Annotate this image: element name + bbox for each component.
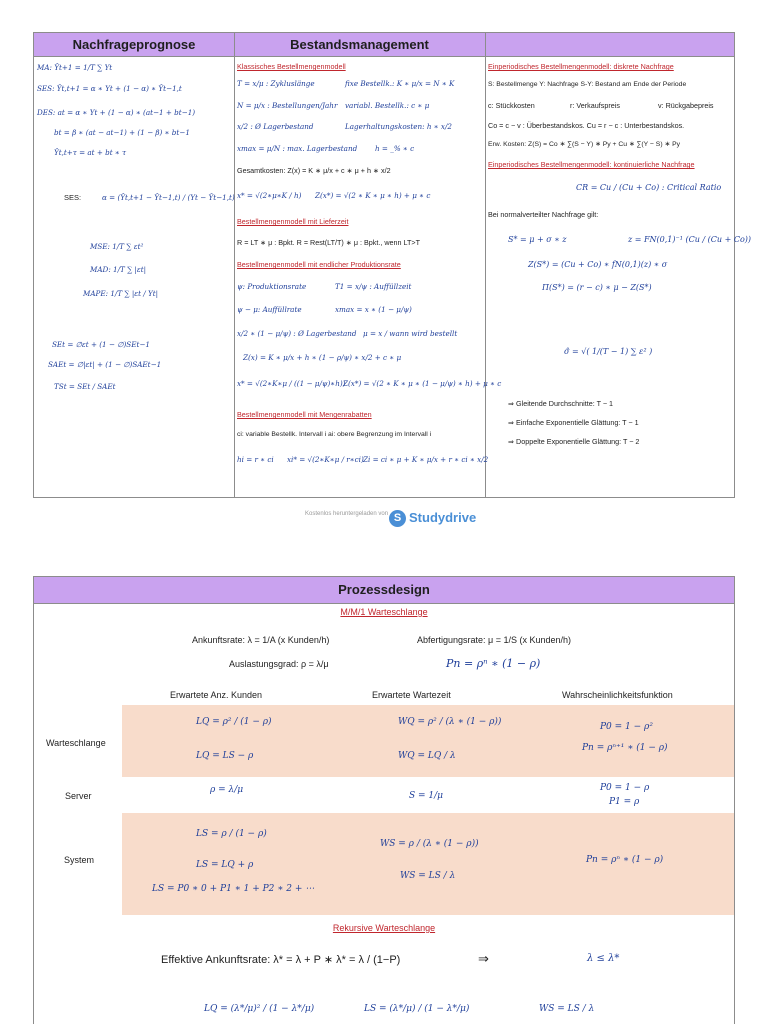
column-head-wartezeit: Erwartete Wartezeit: [372, 690, 451, 700]
formula-effektive-ankunftsrate: Effektive Ankunftsrate: λ* = λ + P ∗ λ* = λ / (1−P): [161, 954, 401, 966]
section-diskret: Einperiodisches Bestellmengenmodell: diskrete Nachfrage: [488, 62, 674, 71]
watermark-brand: Studydrive: [409, 510, 477, 525]
section-klassisch: Klassisches Bestellmengenmodell: [237, 62, 346, 71]
formula-lagerbestand-endlich: x/2 ∗ (1 − μ/ψ) : Ø Lagerbestand: [237, 329, 357, 338]
studydrive-logo-icon: S: [389, 510, 406, 527]
row-label-server: Server: [65, 791, 92, 801]
text-normalverteilt: Bei normalverteilter Nachfrage gilt:: [488, 210, 599, 219]
formula-ma: MA: Ŷt+1 = 1/T ∑ Yt: [37, 63, 113, 72]
formula-rho: ρ = λ/μ: [210, 785, 244, 795]
column-einperiodisch: [486, 57, 752, 497]
formula-lagerbestand: x/2 : Ø Lagerbestand: [237, 122, 314, 131]
formula-xmax: xmax = μ/N : max. Lagerbestand: [237, 144, 358, 153]
formula-zi: Zi = ci ∗ μ + K ∗ μ/x + r ∗ ci ∗ x/2: [363, 455, 489, 464]
formula-xmax-endlich: xmax = x ∗ (1 − μ/ψ): [335, 305, 412, 314]
formula-hi: hi = r ∗ ci: [237, 455, 274, 464]
implies-arrow-icon: ⇒: [478, 951, 489, 966]
formula-ws: WS = ρ / (λ ∗ (1 − ρ)): [380, 839, 479, 849]
formula-variable-bestellk: variabl. Bestellk.: c ∗ μ: [345, 101, 430, 110]
formula-h: h = _% ∗ c: [375, 144, 415, 153]
formula-bestellungen: N = μ/x : Bestellungen/Jahr: [237, 101, 338, 110]
formula-auslastungsgrad: Auslastungsgrad: ρ = λ/μ: [229, 659, 329, 669]
watermark-text: Kostenlos heruntergeladen von: [305, 511, 389, 517]
formula-z-x-endlich: Z(x) = K ∗ μ/x + h ∗ (1 − ρ/ψ) ∗ x/2 + c ∗ μ: [243, 353, 402, 362]
header-prozessdesign: Prozessdesign: [34, 577, 734, 604]
formula-mu: μ = x / wann wird bestellt: [363, 329, 458, 338]
formula-ws-rekursiv: WS = LS / λ: [539, 1004, 595, 1014]
column-head-wahrscheinlichkeit: Wahrscheinlichkeitsfunktion: [562, 690, 673, 700]
formula-sigma-hat: σ̂ = √( 1/(T − 1) ∑ ε² ): [564, 347, 653, 356]
formula-z-s-star: Z(S*) = (Cu + Co) ∗ fN(0,1)(z) ∗ σ: [528, 260, 668, 269]
formula-erw-kosten: Erw. Kosten: Z(S) = Co ∗ ∑(S − Y) ∗ Py + Cu ∗ ∑(Y − S) ∗ Py: [488, 141, 681, 148]
formula-gesamtkosten: Gesamtkosten: Z(x) = K ∗ μ/x + c ∗ μ + h ∗ x/2: [237, 166, 391, 175]
formula-pi: Π(S*) = (r − c) ∗ μ − Z(S*): [542, 283, 652, 292]
formula-ankunftsrate: Ankunftsrate: λ = 1/A (x Kunden/h): [192, 635, 330, 645]
formula-mse: MSE: 1/T ∑ εt²: [90, 242, 144, 251]
formula-des-a: DES: at = α ∗ Yt + (1 − α) ∗ (at−1 + bt−1): [37, 108, 196, 117]
text-verkaufspreis: r: Verkaufspreis: [570, 101, 620, 110]
formula-sheet-top: [33, 32, 752, 498]
formula-z: z = FN(0,1)⁻¹ (Cu / (Cu + Co)): [628, 235, 752, 244]
row-label-system: System: [64, 855, 95, 865]
formula-ls-lq: LS = LQ + ρ: [196, 860, 254, 870]
formula-s-star: S* = μ + σ ∗ z: [508, 235, 567, 244]
formula-z-x-star: Z(x*) = √(2 ∗ K ∗ μ ∗ h) + μ ∗ c: [315, 191, 431, 200]
column-nachfrageprognose: [34, 57, 234, 497]
formula-zykluslaenge: T = x/μ : Zykluslänge: [237, 79, 315, 88]
section-mm1: M/M/1 Warteschlange: [340, 607, 428, 617]
formula-ses-alpha: α = (Ŷt,t+1 − Ŷt−1,t) / (Yt − Ŷt−1,t): [102, 193, 235, 202]
row-label-warteschlange: Warteschlange: [46, 738, 106, 748]
formula-critical-ratio: CR = Cu / (Cu + Co) : Critical Ratio: [576, 183, 722, 192]
formula-ls-sum: LS = P0 ∗ 0 + P1 ∗ 1 + P2 ∗ 2 + ⋯: [152, 884, 315, 894]
formula-s: S = 1/μ: [409, 791, 444, 801]
section-lieferzeit: Bestellmengenmodell mit Lieferzeit: [237, 217, 349, 226]
formula-ueberbestandskosten: Co = c − v : Überbestandskos. Cu = r − c : Unterbestandskos.: [488, 121, 685, 130]
ses-alpha-label: SES:: [64, 193, 82, 202]
section-endliche-produktionsrate: Bestellmengenmodell mit endlicher Produktionsrate: [237, 260, 401, 269]
header-empty: [485, 33, 734, 57]
formula-sheet-prozessdesign: [33, 576, 735, 1024]
formula-wq: WQ = ρ² / (λ ∗ (1 − ρ)): [398, 717, 502, 727]
formula-mape: MAPE: 1/T ∑ |εt / Yt|: [83, 289, 159, 298]
formula-x-star-endlich: x* = √(2∗K∗μ / ((1 − μ/ψ)∗h)): [237, 379, 346, 388]
formula-pn: Pn = ρⁿ ∗ (1 − ρ): [446, 657, 541, 670]
formula-xi-star: xi* = √(2∗K∗μ / r∗ci): [287, 455, 364, 464]
formula-x-star: x* = √(2∗μ∗K / h): [237, 191, 302, 200]
formula-ws-ls: WS = LS / λ: [400, 871, 456, 881]
text-stueckkosten: c: Stückkosten: [488, 101, 535, 110]
header-bestandsmanagement: Bestandsmanagement: [234, 33, 485, 57]
section-rekursiv: Rekursive Warteschlange: [332, 923, 436, 933]
formula-ses: SES: Ŷt,t+1 = α ∗ Yt + (1 − α) ∗ Ŷt−1,t: [37, 84, 182, 93]
header-nachfrageprognose: Nachfrageprognose: [34, 33, 234, 57]
formula-mad: MAD: 1/T ∑ |εt|: [90, 265, 147, 274]
formula-condition: λ ≤ λ*: [587, 953, 620, 964]
text-einfache-exponentielle: ⇒ Einfache Exponentielle Glättung: T − 1: [508, 418, 639, 427]
section-kontinuierlich: Einperiodisches Bestellmengenmodell: kontinuierliche Nachfrage: [488, 160, 695, 169]
formula-wq-lq: WQ = LQ / λ: [398, 751, 456, 761]
formula-z-x-star-endlich: Z(x*) = √(2 ∗ K ∗ μ ∗ (1 − μ/ψ) ∗ h) + μ ∗ c: [343, 379, 502, 388]
column-head-kunden: Erwartete Anz. Kunden: [170, 690, 263, 700]
formula-p1-server: P1 = ρ: [609, 797, 640, 807]
text-bestellmenge: S: Bestellmenge Y: Nachfrage S-Y: Bestand am Ende der Periode: [488, 81, 687, 88]
text-doppelte-exponentielle: ⇒ Doppelte Exponentielle Glättung: T − 2: [508, 437, 640, 446]
formula-ts: TSt = SEt / SAEt: [54, 382, 116, 391]
formula-lagerhaltungskosten: Lagerhaltungskosten: h ∗ x/2: [345, 122, 452, 131]
formula-produktionsrate: ψ: Produktionsrate: [237, 282, 307, 291]
formula-des-y: Ŷt,t+τ = at + bt ∗ τ: [54, 148, 127, 157]
formula-sae: SAEt = ∅|εt| + (1 − ∅)SAEt−1: [48, 360, 162, 369]
formula-fixe-bestellk: fixe Bestellk.: K ∗ μ/x = N ∗ K: [345, 79, 455, 88]
formula-abfertigungsrate: Abfertigungsrate: μ = 1/S (x Kunden/h): [417, 635, 572, 645]
section-mengenrabatte: Bestellmengenmodell mit Mengenrabatten: [237, 410, 372, 419]
formula-lq-ls: LQ = LS − ρ: [196, 751, 254, 761]
formula-auffuellzeit: T1 = x/ψ : Auffüllzeit: [335, 282, 412, 291]
formula-ls: LS = ρ / (1 − ρ): [196, 829, 267, 839]
formula-auffuellrate: ψ − μ: Auffüllrate: [237, 305, 302, 314]
formula-lq-rekursiv: LQ = (λ*/μ)² / (1 − λ*/μ): [204, 1004, 315, 1014]
formula-ls-rekursiv: LS = (λ*/μ) / (1 − λ*/μ): [364, 1004, 470, 1014]
formula-lq: LQ = ρ² / (1 − ρ): [196, 717, 272, 727]
row-band-warteschlange: [122, 705, 734, 777]
formula-p0-warteschlange: P0 = 1 − ρ²: [600, 722, 653, 732]
formula-bestellpunkt: R = LT ∗ μ : Bpkt. R = Rest(LT/T) ∗ μ : Bpkt., wenn LT>T: [237, 238, 420, 247]
text-gleitende-durchschnitte: ⇒ Gleitende Durchschnitte: T − 1: [508, 399, 614, 408]
column-bestandsmanagement: [235, 57, 502, 497]
formula-pn-system: Pn = ρⁿ ∗ (1 − ρ): [586, 855, 664, 865]
formula-p0-server: P0 = 1 − ρ: [600, 783, 650, 793]
formula-se: SEt = ∅εt + (1 − ∅)SEt−1: [52, 340, 150, 349]
text-rueckgabepreis: v: Rückgabepreis: [658, 101, 714, 110]
formula-intervall: ci: variable Bestellk. Intervall i ai: obere Begrenzung im Intervall i: [237, 431, 432, 438]
formula-des-b: bt = β ∗ (at − at−1) + (1 − β) ∗ bt−1: [54, 128, 190, 137]
formula-pn-warteschlange: Pn = ρⁿ⁺¹ ∗ (1 − ρ): [582, 743, 668, 753]
